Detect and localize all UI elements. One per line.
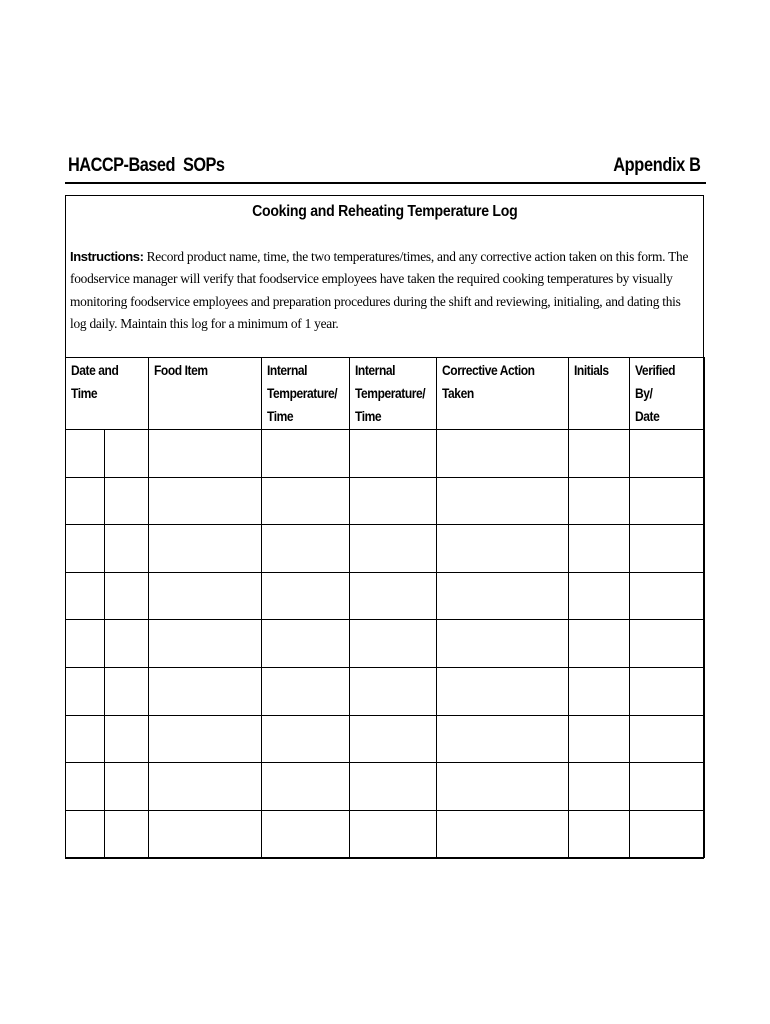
internal-temp-2-cell[interactable] bbox=[349, 715, 436, 763]
table-row bbox=[65, 715, 704, 763]
food-item-cell[interactable] bbox=[148, 810, 261, 858]
time-cell[interactable] bbox=[104, 810, 148, 858]
internal-temp-2-cell[interactable] bbox=[349, 620, 436, 668]
internal-temp-2-cell[interactable] bbox=[349, 810, 436, 858]
date-cell[interactable] bbox=[65, 620, 104, 668]
internal-temp-1-cell[interactable] bbox=[261, 525, 349, 573]
date-cell[interactable] bbox=[65, 430, 104, 478]
date-cell[interactable] bbox=[65, 525, 104, 573]
internal-temp-2-cell[interactable] bbox=[349, 572, 436, 620]
internal-temp-2-cell[interactable] bbox=[349, 477, 436, 525]
form-title bbox=[66, 203, 703, 221]
table-row bbox=[65, 477, 704, 525]
table-row bbox=[65, 572, 704, 620]
verified-by-cell[interactable] bbox=[629, 715, 704, 763]
verified-by-cell[interactable] bbox=[629, 477, 704, 525]
internal-temp-2-cell[interactable] bbox=[349, 763, 436, 811]
initials-cell[interactable] bbox=[568, 525, 629, 573]
corrective-action-cell[interactable] bbox=[436, 525, 568, 573]
instructions-text: Record product name, time, the two temperatures/times, and any corrective action taken on this form. The foodservice manager will verify that foodservice employees have taken the required cooking temperatures by visually monitoring foodservice employees and preparation procedures during the shift and reviewing, initialing, and dating this log daily. Maintain this log for a minimum of 1 year. bbox=[70, 249, 689, 331]
table-body bbox=[65, 430, 704, 858]
verified-by-cell[interactable] bbox=[629, 810, 704, 858]
internal-temp-1-cell[interactable] bbox=[261, 430, 349, 478]
column-header-corrective-action: Corrective Action Taken bbox=[436, 358, 568, 430]
initials-cell[interactable] bbox=[568, 810, 629, 858]
time-cell[interactable] bbox=[104, 525, 148, 573]
column-header-internal-temp-1: Internal Temperature/ Time bbox=[261, 358, 349, 430]
corrective-action-cell[interactable] bbox=[436, 715, 568, 763]
internal-temp-2-cell[interactable] bbox=[349, 667, 436, 715]
document-series-title: HACCP-Based SOPs bbox=[68, 155, 225, 176]
corrective-action-cell[interactable] bbox=[436, 620, 568, 668]
date-cell[interactable] bbox=[65, 763, 104, 811]
food-item-cell[interactable] bbox=[148, 572, 261, 620]
date-cell[interactable] bbox=[65, 667, 104, 715]
verified-by-cell[interactable] bbox=[629, 572, 704, 620]
table-row bbox=[65, 430, 704, 478]
column-header-date-time: Date and Time bbox=[65, 358, 148, 430]
initials-cell[interactable] bbox=[568, 667, 629, 715]
internal-temp-1-cell[interactable] bbox=[261, 620, 349, 668]
time-cell[interactable] bbox=[104, 477, 148, 525]
column-header-initials: Initials bbox=[568, 358, 629, 430]
verified-by-cell[interactable] bbox=[629, 430, 704, 478]
time-cell[interactable] bbox=[104, 715, 148, 763]
time-cell[interactable] bbox=[104, 763, 148, 811]
time-cell[interactable] bbox=[104, 667, 148, 715]
date-cell[interactable] bbox=[65, 810, 104, 858]
food-item-cell[interactable] bbox=[148, 715, 261, 763]
time-cell[interactable] bbox=[104, 620, 148, 668]
internal-temp-1-cell[interactable] bbox=[261, 667, 349, 715]
page-header bbox=[68, 155, 701, 181]
date-cell[interactable] bbox=[65, 477, 104, 525]
food-item-cell[interactable] bbox=[148, 477, 261, 525]
internal-temp-1-cell[interactable] bbox=[261, 715, 349, 763]
food-item-cell[interactable] bbox=[148, 525, 261, 573]
food-item-cell[interactable] bbox=[148, 620, 261, 668]
verified-by-cell[interactable] bbox=[629, 525, 704, 573]
internal-temp-1-cell[interactable] bbox=[261, 477, 349, 525]
table-row bbox=[65, 620, 704, 668]
initials-cell[interactable] bbox=[568, 763, 629, 811]
verified-by-cell[interactable] bbox=[629, 620, 704, 668]
internal-temp-2-cell[interactable] bbox=[349, 525, 436, 573]
initials-cell[interactable] bbox=[568, 620, 629, 668]
column-header-food-item: Food Item bbox=[148, 358, 261, 430]
column-header-internal-temp-2: Internal Temperature/ Time bbox=[349, 358, 436, 430]
corrective-action-cell[interactable] bbox=[436, 572, 568, 620]
initials-cell[interactable] bbox=[568, 430, 629, 478]
corrective-action-cell[interactable] bbox=[436, 477, 568, 525]
time-cell[interactable] bbox=[104, 430, 148, 478]
table-row bbox=[65, 763, 704, 811]
corrective-action-cell[interactable] bbox=[436, 763, 568, 811]
food-item-cell[interactable] bbox=[148, 763, 261, 811]
instructions-label: Instructions: bbox=[70, 249, 144, 264]
internal-temp-1-cell[interactable] bbox=[261, 810, 349, 858]
date-cell[interactable] bbox=[65, 715, 104, 763]
table-header-row bbox=[65, 358, 704, 430]
verified-by-cell[interactable] bbox=[629, 667, 704, 715]
food-item-cell[interactable] bbox=[148, 430, 261, 478]
corrective-action-cell[interactable] bbox=[436, 667, 568, 715]
corrective-action-cell[interactable] bbox=[436, 810, 568, 858]
initials-cell[interactable] bbox=[568, 477, 629, 525]
internal-temp-1-cell[interactable] bbox=[261, 572, 349, 620]
initials-cell[interactable] bbox=[568, 715, 629, 763]
temperature-log-table bbox=[65, 357, 705, 858]
internal-temp-2-cell[interactable] bbox=[349, 430, 436, 478]
date-cell[interactable] bbox=[65, 572, 104, 620]
instructions-paragraph bbox=[70, 246, 698, 335]
table-row bbox=[65, 667, 704, 715]
internal-temp-1-cell[interactable] bbox=[261, 763, 349, 811]
table-row bbox=[65, 810, 704, 858]
verified-by-cell[interactable] bbox=[629, 763, 704, 811]
form-title-text: Cooking and Reheating Temperature Log bbox=[251, 203, 518, 220]
appendix-label: Appendix B bbox=[613, 155, 701, 176]
time-cell[interactable] bbox=[104, 572, 148, 620]
header-rule bbox=[65, 182, 706, 184]
initials-cell[interactable] bbox=[568, 572, 629, 620]
table-row bbox=[65, 525, 704, 573]
corrective-action-cell[interactable] bbox=[436, 430, 568, 478]
temperature-log-form bbox=[65, 195, 704, 859]
column-header-verified-by: Verified By/ Date bbox=[629, 358, 704, 430]
food-item-cell[interactable] bbox=[148, 667, 261, 715]
